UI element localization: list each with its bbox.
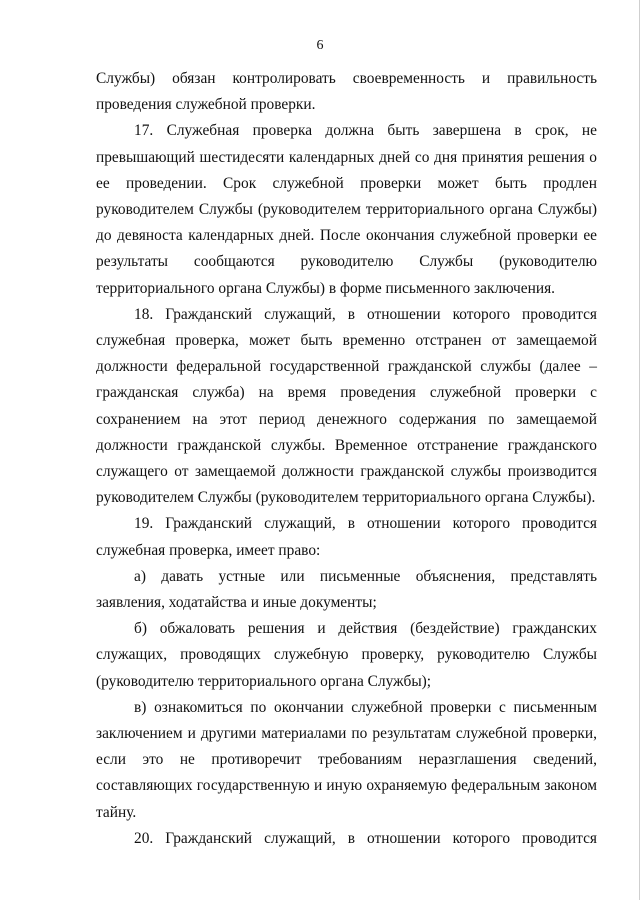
paragraph-19: 19. Гражданский служащий, в отношении которого проводится служебная проверка, имеет право: — [96, 515, 597, 559]
paragraph-19-a: а) давать устные или письменные объяснения, представлять заявления, ходатайства и иные документы; — [96, 567, 597, 612]
paragraph-continuation: Службы) обязан контролировать своевременность и правильность проведения служебной проверки. — [96, 70, 597, 114]
paragraph-19-b: б) обжаловать решения и действия (бездействие) гражданских служащих, проводящих служебную проверку, руководителю Службы (руководителю территориального органа Службы); — [96, 620, 597, 690]
page-number: 6 — [316, 38, 324, 53]
document-body — [96, 66, 597, 852]
paragraph-17: 17. Служебная проверка должна быть завершена в срок, не превышающий шестидесяти календарных дней со дня принятия решения о ее проведении. Срок служебной проверки может быть продлен руководителем Службы (руководителем территориального органа Службы) до девяноста календарных дней. После окончания служебной проверки ее результаты сообщаются руководителю Службы (руководителю территориального органа Службы) в форме письменного заключения. — [96, 122, 597, 297]
paragraph-19-v: в) ознакомиться по окончании служебной проверки с письменным заключением и другими материалами по результатам служебной проверки, если это не противоречит требованиям неразглашения сведений, составляющих государственную и иную охраняемую федеральным законом тайну. — [96, 698, 597, 821]
paragraph-20: 20. Гражданский служащий, в отношении которого проводится — [134, 829, 597, 847]
paragraph-18: 18. Гражданский служащий, в отношении которого проводится служебная проверка, может быть временно отстранен от замещаемой должности федеральной государственной гражданской службы (далее – гражданская служба) на время проведения служебной проверки с сохранением на этот период денежного содержания по замещаемой должности гражданской службы. Временное отстранение гражданского служащего от замещаемой должности гражданской службы производится руководителем Службы (руководителем территориального органа Службы). — [96, 305, 597, 507]
